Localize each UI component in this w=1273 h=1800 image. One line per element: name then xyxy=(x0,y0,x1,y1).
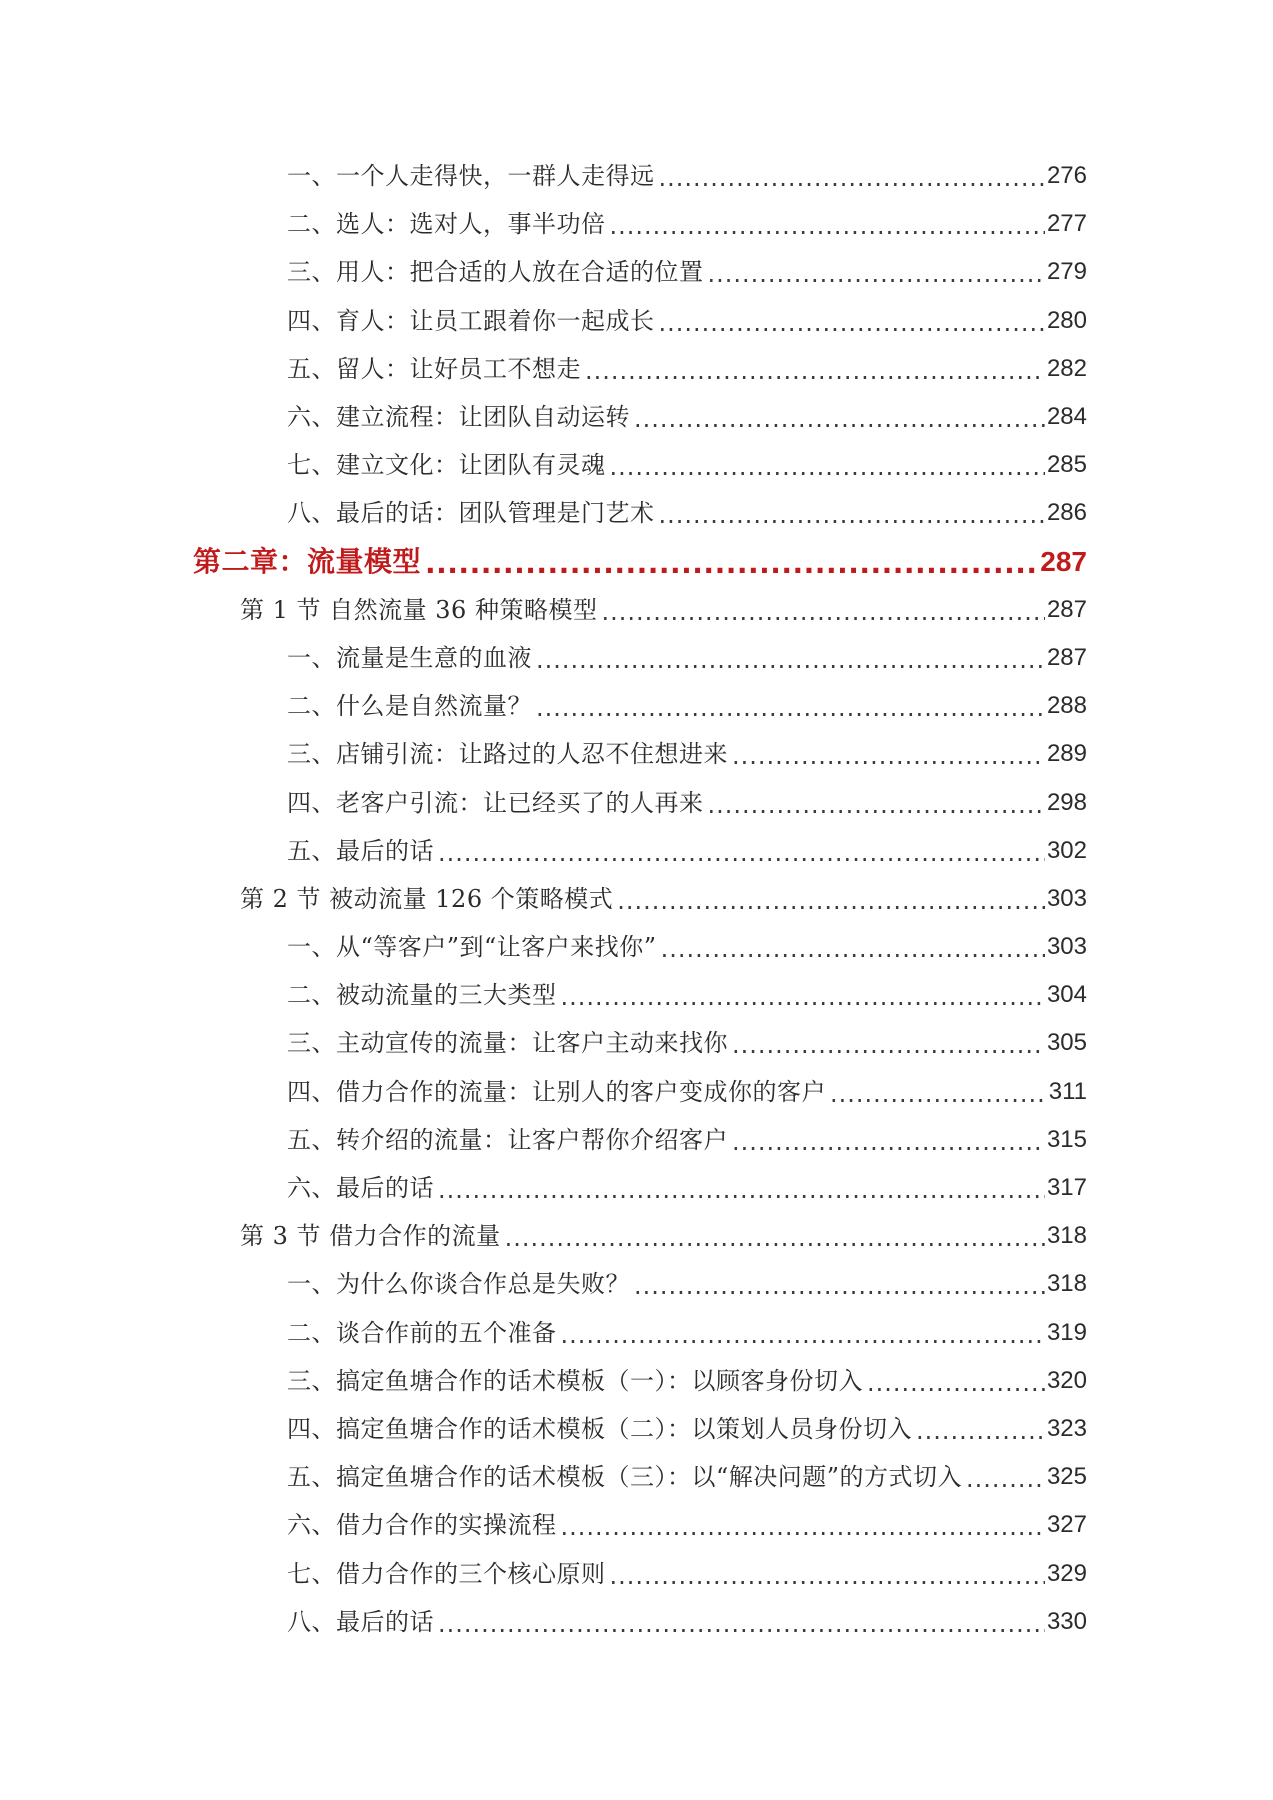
toc-item-entry[interactable] xyxy=(0,1501,1273,1549)
toc-entry-title: 第二章：流量模型 xyxy=(193,544,422,578)
toc-chapter-entry[interactable] xyxy=(0,538,1273,586)
toc-entry-title: 七、建立文化：让团队有灵魂 xyxy=(287,451,606,480)
toc-page-number: 286 xyxy=(1046,499,1087,527)
toc-page-number: 317 xyxy=(1046,1174,1087,1202)
toc-dot-leader xyxy=(561,1323,1045,1347)
toc-item-entry[interactable] xyxy=(0,393,1273,441)
toc-entry-title: 第 3 节 借力合作的流量 xyxy=(240,1222,501,1251)
toc-entry-title: 八、最后的话 xyxy=(287,1607,434,1636)
toc-page-number: 325 xyxy=(1046,1463,1087,1491)
toc-item-entry[interactable] xyxy=(0,1453,1273,1501)
toc-dot-leader xyxy=(505,1226,1045,1250)
toc-entry-title: 八、最后的话：团队管理是门艺术 xyxy=(287,499,655,528)
toc-item-entry[interactable] xyxy=(0,345,1273,393)
toc-page-number: 282 xyxy=(1046,354,1087,382)
toc-item-entry[interactable] xyxy=(0,730,1273,778)
toc-dot-leader xyxy=(438,841,1045,865)
toc-dot-leader xyxy=(617,889,1045,913)
toc-entry-title: 一、流量是生意的血液 xyxy=(287,643,532,672)
toc-item-entry[interactable] xyxy=(0,1598,1273,1646)
toc-entry-title: 二、什么是自然流量？ xyxy=(287,692,532,721)
toc-item-entry[interactable] xyxy=(0,634,1273,682)
toc-entry-title: 六、借力合作的实操流程 xyxy=(287,1511,557,1540)
toc-dot-leader xyxy=(732,1033,1045,1057)
toc-page-number: 287 xyxy=(1046,643,1087,671)
toc-entry-title: 四、搞定鱼塘合作的话术模板（二）：以策划人员身份切入 xyxy=(287,1414,912,1443)
toc-dot-leader xyxy=(867,1371,1045,1395)
toc-dot-leader xyxy=(634,407,1045,431)
toc-page-number: 318 xyxy=(1046,1222,1087,1250)
toc-dot-leader xyxy=(659,166,1045,190)
toc-page-number: 287 xyxy=(1040,545,1087,577)
toc-section-entry[interactable] xyxy=(0,875,1273,923)
toc-section-entry[interactable] xyxy=(0,1212,1273,1260)
toc-entry-title: 二、谈合作前的五个准备 xyxy=(287,1318,557,1347)
toc-entry-title: 三、店铺引流：让路过的人忍不住想进来 xyxy=(287,740,728,769)
toc-dot-leader xyxy=(916,1419,1045,1443)
toc-entry-title: 三、搞定鱼塘合作的话术模板（一）：以顾客身份切入 xyxy=(287,1366,863,1395)
table-of-contents xyxy=(0,152,1273,1646)
toc-entry-title: 五、最后的话 xyxy=(287,836,434,865)
toc-page-number: 327 xyxy=(1046,1511,1087,1539)
toc-entry-title: 一、从“等客户”到“让客户来找你” xyxy=(287,933,657,962)
toc-item-entry[interactable] xyxy=(0,1116,1273,1164)
toc-entry-title: 第 2 节 被动流量 126 个策略模式 xyxy=(240,884,614,913)
toc-dot-leader xyxy=(830,1082,1047,1106)
toc-dot-leader xyxy=(661,937,1045,961)
toc-dot-leader xyxy=(732,744,1045,768)
toc-page-number: 304 xyxy=(1046,981,1087,1009)
toc-item-entry[interactable] xyxy=(0,971,1273,1019)
toc-item-entry[interactable] xyxy=(0,248,1273,296)
toc-dot-leader xyxy=(732,1130,1045,1154)
toc-item-entry[interactable] xyxy=(0,1309,1273,1357)
toc-dot-leader xyxy=(708,793,1045,817)
toc-dot-leader xyxy=(610,1564,1045,1588)
toc-entry-title: 一、为什么你谈合作总是失败？ xyxy=(287,1270,630,1299)
toc-page-number: 285 xyxy=(1046,451,1087,479)
toc-entry-title: 六、最后的话 xyxy=(287,1174,434,1203)
toc-page-number: 320 xyxy=(1046,1366,1087,1394)
toc-item-entry[interactable] xyxy=(0,682,1273,730)
toc-dot-leader xyxy=(425,550,1038,578)
toc-entry-title: 五、转介绍的流量：让客户帮你介绍客户 xyxy=(287,1125,728,1154)
toc-entry-title: 五、搞定鱼塘合作的话术模板（三）：以“解决问题”的方式切入 xyxy=(287,1463,963,1492)
toc-page-number: 280 xyxy=(1046,306,1087,334)
toc-entry-title: 四、老客户引流：让已经买了的人再来 xyxy=(287,788,704,817)
toc-dot-leader xyxy=(659,311,1045,335)
toc-entry-title: 六、建立流程：让团队自动运转 xyxy=(287,403,630,432)
toc-dot-leader xyxy=(561,1515,1045,1539)
toc-page-number: 303 xyxy=(1046,884,1087,912)
toc-page-number: 311 xyxy=(1048,1077,1087,1105)
toc-page-number: 318 xyxy=(1046,1270,1087,1298)
toc-entry-title: 二、被动流量的三大类型 xyxy=(287,981,557,1010)
toc-item-entry[interactable] xyxy=(0,297,1273,345)
toc-entry-title: 七、借力合作的三个核心原则 xyxy=(287,1559,606,1588)
toc-dot-leader xyxy=(601,600,1045,624)
toc-entry-title: 四、育人：让员工跟着你一起成长 xyxy=(287,306,655,335)
toc-page-number: 276 xyxy=(1046,162,1087,190)
toc-item-entry[interactable] xyxy=(0,1260,1273,1308)
toc-entry-title: 二、选人：选对人，事半功倍 xyxy=(287,210,606,239)
toc-page-number: 305 xyxy=(1046,1029,1087,1057)
toc-page-number: 288 xyxy=(1046,692,1087,720)
toc-dot-leader xyxy=(634,1274,1045,1298)
toc-dot-leader xyxy=(610,455,1045,479)
toc-page-number: 330 xyxy=(1046,1607,1087,1635)
toc-page-number: 315 xyxy=(1046,1125,1087,1153)
toc-item-entry[interactable] xyxy=(0,1068,1273,1116)
toc-section-entry[interactable] xyxy=(0,586,1273,634)
toc-entry-title: 一、一个人走得快，一群人走得远 xyxy=(287,162,655,191)
toc-dot-leader xyxy=(536,696,1045,720)
toc-page-number: 303 xyxy=(1046,933,1087,961)
toc-page-number: 302 xyxy=(1046,836,1087,864)
toc-entry-title: 三、用人：把合适的人放在合适的位置 xyxy=(287,258,704,287)
toc-item-entry[interactable] xyxy=(0,1549,1273,1597)
toc-page-number: 279 xyxy=(1046,258,1087,286)
toc-page-number: 323 xyxy=(1046,1414,1087,1442)
toc-page-number: 329 xyxy=(1046,1559,1087,1587)
toc-dot-leader xyxy=(610,214,1045,238)
toc-item-entry[interactable] xyxy=(0,152,1273,200)
toc-page-number: 287 xyxy=(1046,595,1087,623)
toc-dot-leader xyxy=(659,503,1045,527)
toc-page-number: 298 xyxy=(1046,788,1087,816)
toc-page-number: 289 xyxy=(1046,740,1087,768)
toc-item-entry[interactable] xyxy=(0,489,1273,537)
toc-dot-leader xyxy=(585,359,1045,383)
toc-entry-title: 四、借力合作的流量：让别人的客户变成你的客户 xyxy=(287,1077,826,1106)
toc-item-entry[interactable] xyxy=(0,1357,1273,1405)
toc-page-number: 319 xyxy=(1046,1318,1087,1346)
toc-item-entry[interactable] xyxy=(0,827,1273,875)
toc-dot-leader xyxy=(561,985,1045,1009)
toc-item-entry[interactable] xyxy=(0,1019,1273,1067)
toc-item-entry[interactable] xyxy=(0,778,1273,826)
toc-item-entry[interactable] xyxy=(0,1164,1273,1212)
toc-item-entry[interactable] xyxy=(0,923,1273,971)
toc-item-entry[interactable] xyxy=(0,441,1273,489)
toc-entry-title: 第 1 节 自然流量 36 种策略模型 xyxy=(240,595,598,624)
toc-dot-leader xyxy=(708,262,1045,286)
toc-item-entry[interactable] xyxy=(0,200,1273,248)
toc-entry-title: 三、主动宣传的流量：让客户主动来找你 xyxy=(287,1029,728,1058)
toc-entry-title: 五、留人：让好员工不想走 xyxy=(287,354,581,383)
toc-dot-leader xyxy=(438,1178,1045,1202)
toc-page-number: 277 xyxy=(1046,210,1087,238)
toc-page-number: 284 xyxy=(1046,403,1087,431)
toc-dot-leader xyxy=(536,648,1045,672)
toc-dot-leader xyxy=(438,1612,1045,1636)
toc-item-entry[interactable] xyxy=(0,1405,1273,1453)
toc-dot-leader xyxy=(966,1467,1045,1491)
